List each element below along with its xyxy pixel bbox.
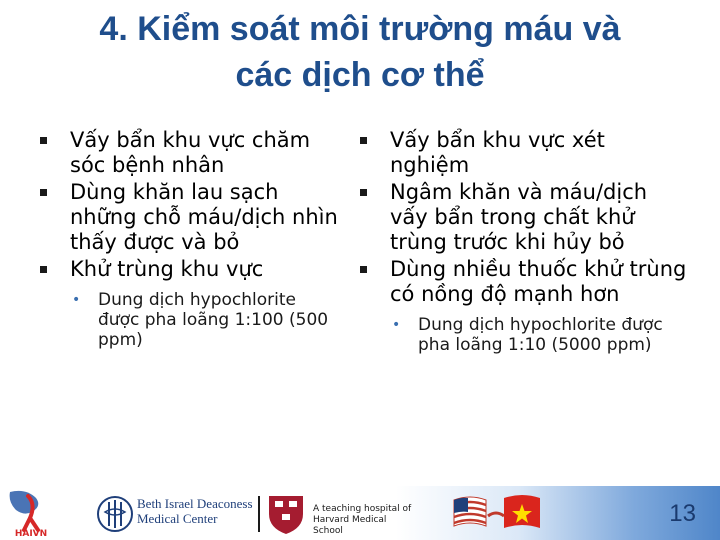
left-sub-bullet: • Dung dịch hypochlorite được pha loãng 1:100 (500 ppm) [72, 290, 329, 350]
handshake-icon [488, 513, 504, 516]
bidmc-emblem-icon [95, 492, 135, 536]
harvard-line-2: Harvard Medical School [313, 515, 387, 536]
right-bullet-2: Ngâm khăn và máu/dịch vấy bẩn trong chất khử trùng trước khi hủy bỏ [358, 180, 688, 255]
harvard-shield-icon [265, 492, 307, 536]
right-bullet-1: Vấy bẩn khu vực xét nghiệm [358, 128, 688, 178]
flags-logo [448, 490, 558, 538]
square-bullet-icon [360, 137, 367, 144]
harvard-line-1: A teaching hospital of [313, 504, 412, 514]
vietnam-flag-icon [504, 495, 540, 528]
title-line-1: 4. Kiểm soát môi trường máu và [99, 10, 621, 48]
square-bullet-icon [40, 137, 47, 144]
harvard-logo [265, 492, 412, 536]
logo-divider [258, 496, 260, 532]
right-bullet-3: Dùng nhiều thuốc khử trùng có nồng độ mạnh hơn [358, 257, 688, 307]
left-bullet-3: Khử trùng khu vực [38, 257, 338, 282]
title-line-2: các dịch cơ thể [235, 56, 485, 94]
left-bullet-1: Vấy bẩn khu vực chăm sóc bệnh nhân [38, 128, 338, 178]
page-number: 13 [669, 500, 696, 527]
us-flag-icon [454, 497, 486, 526]
bidmc-line-1: Beth Israel Deaconess [137, 496, 253, 511]
slide-title [0, 6, 720, 98]
square-bullet-icon [40, 189, 47, 196]
right-column [358, 128, 688, 355]
left-column [38, 128, 338, 350]
bidmc-line-2: Medical Center [137, 511, 218, 526]
square-bullet-icon [360, 189, 367, 196]
right-sub-bullet: • Dung dịch hypochlorite được pha loãng 1:10 (5000 ppm) [392, 315, 663, 355]
round-bullet-icon: • [72, 292, 81, 308]
round-bullet-icon: • [392, 317, 401, 333]
haivn-logo [6, 488, 56, 538]
square-bullet-icon [40, 266, 47, 273]
bidmc-logo [95, 492, 255, 536]
footer-bar [0, 486, 720, 540]
svg-text:HAIVN: HAIVN [14, 529, 48, 538]
square-bullet-icon [360, 266, 367, 273]
left-bullet-2: Dùng khăn lau sạch những chỗ máu/dịch nhìn thấy được và bỏ [38, 180, 338, 255]
